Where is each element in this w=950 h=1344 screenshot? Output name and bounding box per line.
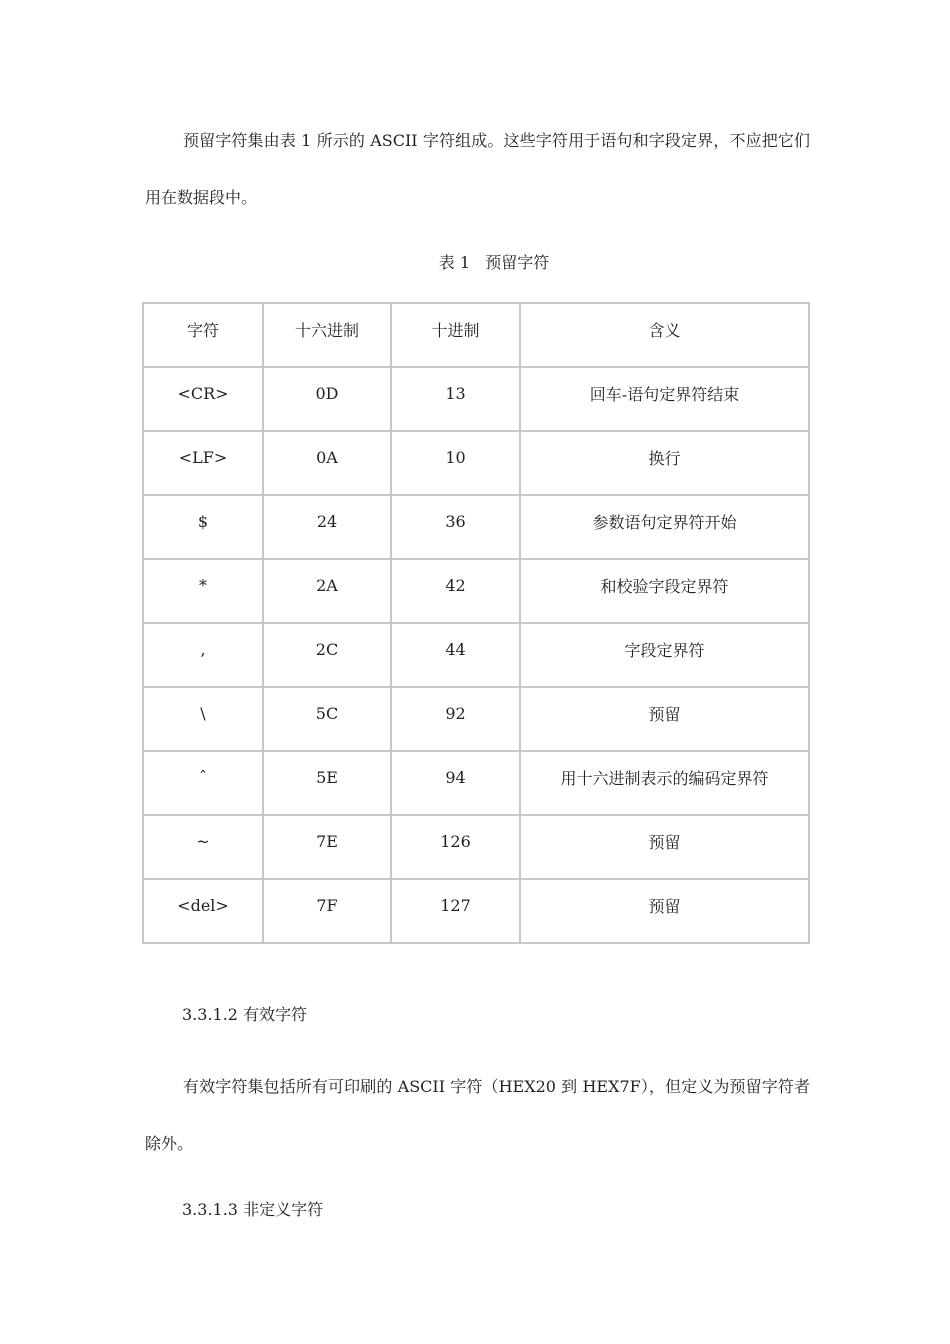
cell-meaning: 和校验字段定界符 (520, 559, 809, 623)
cell-char: ~ (143, 815, 263, 879)
cell-char: <LF> (143, 431, 263, 495)
cell-hex: 5C (263, 687, 391, 751)
header-cell-hex: 十六进制 (263, 303, 391, 367)
cell-meaning: 参数语句定界符开始 (520, 495, 809, 559)
table-row (143, 687, 809, 751)
cell-char: <CR> (143, 367, 263, 431)
header-cell-meaning: 含义 (520, 303, 809, 367)
cell-dec: 13 (391, 367, 520, 431)
cell-dec: 44 (391, 623, 520, 687)
header-cell-char: 字符 (143, 303, 263, 367)
cell-hex: 7F (263, 879, 391, 943)
table-row (143, 495, 809, 559)
cell-char: ˆ (143, 751, 263, 815)
table-caption: 表 1 预留字符 (438, 253, 550, 272)
cell-meaning: 回车-语句定界符结束 (520, 367, 809, 431)
cell-dec: 92 (391, 687, 520, 751)
cell-dec: 127 (391, 879, 520, 943)
cell-dec: 126 (391, 815, 520, 879)
cell-hex: 24 (263, 495, 391, 559)
table-row (143, 879, 809, 943)
valid-characters-paragraph: 有效字符集包括所有可印刷的 ASCII 字符（HEX20 到 HEX7F），但定义为预留字符者除外。 (145, 1077, 810, 1153)
cell-hex: 2C (263, 623, 391, 687)
section-heading-valid-characters: 3.3.1.2 有效字符 (182, 1005, 308, 1024)
table-row (143, 367, 809, 431)
cell-dec: 36 (391, 495, 520, 559)
table-header-row (143, 303, 809, 367)
cell-hex: 7E (263, 815, 391, 879)
cell-meaning: 用十六进制表示的编码定界符 (520, 751, 809, 815)
reserved-characters-table (142, 302, 810, 944)
table-row (143, 751, 809, 815)
cell-char: <del> (143, 879, 263, 943)
cell-meaning: 字段定界符 (520, 623, 809, 687)
cell-char: $ (143, 495, 263, 559)
cell-hex: 0A (263, 431, 391, 495)
table-row (143, 431, 809, 495)
cell-dec: 94 (391, 751, 520, 815)
table-row (143, 623, 809, 687)
cell-hex: 5E (263, 751, 391, 815)
header-cell-dec: 十进制 (391, 303, 520, 367)
cell-dec: 42 (391, 559, 520, 623)
cell-dec: 10 (391, 431, 520, 495)
cell-char: \ (143, 687, 263, 751)
cell-meaning: 换行 (520, 431, 809, 495)
cell-meaning: 预留 (520, 815, 809, 879)
cell-hex: 2A (263, 559, 391, 623)
table-row (143, 559, 809, 623)
cell-char: * (143, 559, 263, 623)
cell-meaning: 预留 (520, 879, 809, 943)
cell-meaning: 预留 (520, 687, 809, 751)
cell-char: , (143, 623, 263, 687)
cell-hex: 0D (263, 367, 391, 431)
section-heading-undefined-characters: 3.3.1.3 非定义字符 (182, 1200, 324, 1219)
table-row (143, 815, 809, 879)
intro-paragraph: 预留字符集由表 1 所示的 ASCII 字符组成。这些字符用于语句和字段定界，不应把它们用在数据段中。 (145, 131, 810, 207)
